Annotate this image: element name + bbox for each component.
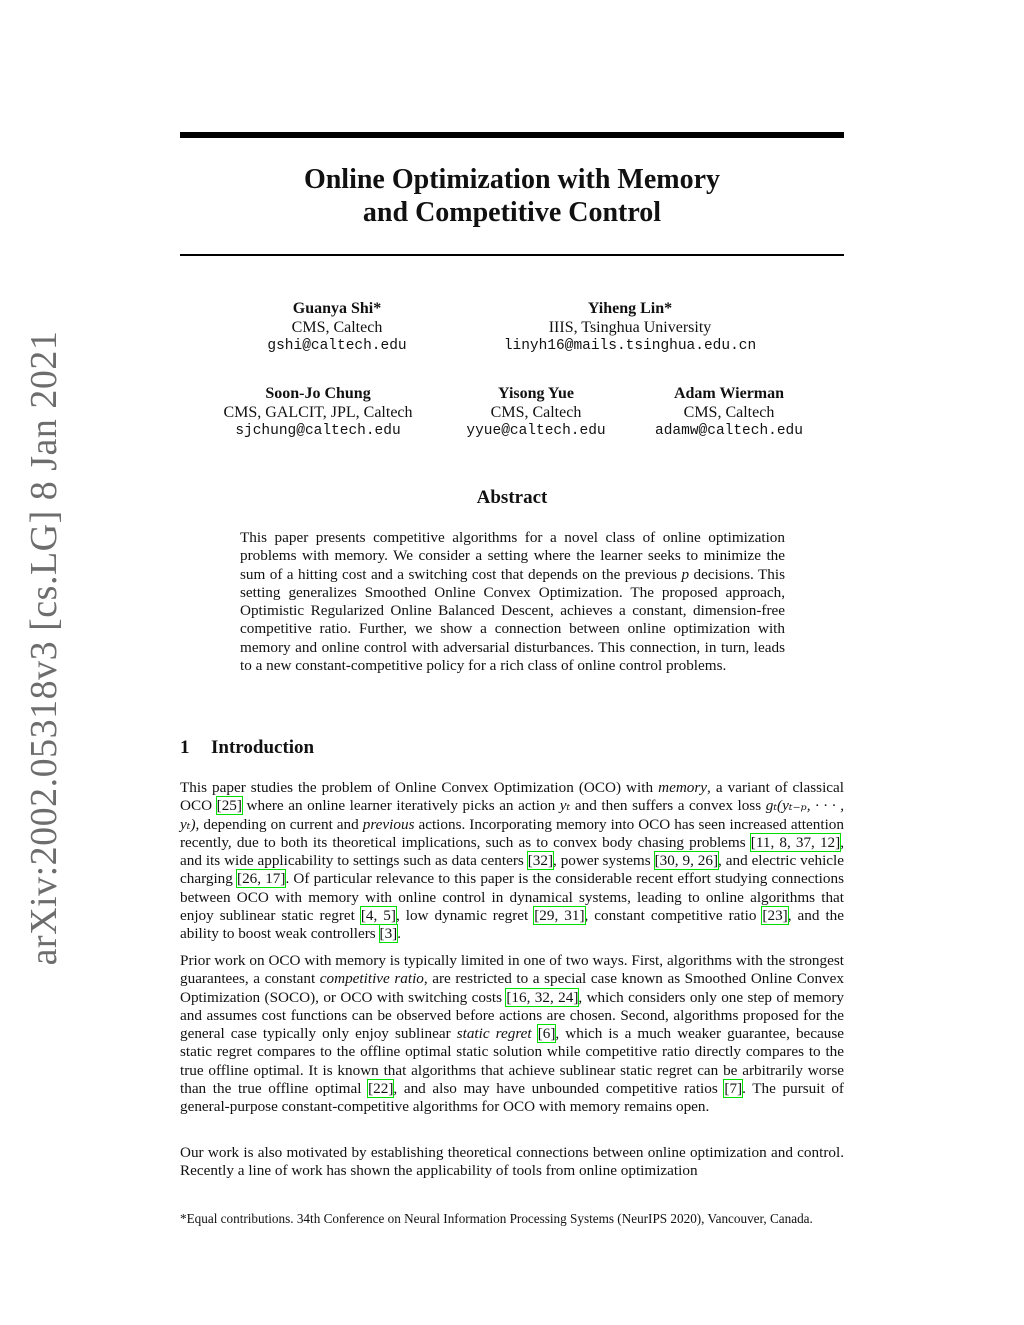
author-email[interactable]: linyh16@mails.tsinghua.edu.cn [503, 338, 757, 354]
citation-link[interactable]: [23] [762, 907, 788, 925]
intro-paragraph-2: Prior work on OCO with memory is typically limited in one of two ways. First, algorithms with the strongest guarantees, a constant competitive ratio, are restricted to a special case known as Smoothed Online Convex Optimization (SOCO), or OCO with switching costs [16, 32, 24], which considers only one step of memory and assumes cost functions can be observed before actions are chosen. Second, algorithms proposed for the general case typically only enjoy sublinear static regret [6], which is a much weaker guarantee, because static regret compares to the offline optimal static solution while competitive ratio directly compares to the true offline optimal. It is known that algorithms that achieve sublinear static regret can be arbitrarily worse than the true offline optimal [22], and also may have unbounded competitive ratios [7]. The pursuit of general-purpose constant-competitive algorithms for OCO with memory remains open. [180, 952, 845, 1116]
author-affiliation: CMS, Caltech [490, 403, 582, 421]
citation-link[interactable]: [22] [368, 1080, 394, 1098]
citation-link[interactable]: [26, 17] [237, 870, 286, 888]
author-affiliation: IIIS, Tsinghua University [548, 318, 712, 336]
citation-link[interactable]: [16, 32, 24] [506, 988, 579, 1006]
abstract-text [240, 529, 785, 675]
arxiv-id-text: arXiv:2002.05318v3 [cs.LG] 8 Jan 2021 [23, 330, 65, 966]
citation-link[interactable]: [30, 9, 26] [654, 852, 719, 870]
math-inline: yₜ [559, 797, 571, 815]
intro-paragraph-3: Our work is also motivated by establishing theoretical connections between online optimization and control. Recently a line of work has shown the applicability of tools from online optimization [180, 1144, 844, 1180]
citation-link[interactable]: [32] [527, 852, 554, 870]
author-block-lin [504, 300, 756, 356]
abstract-heading: Abstract [476, 487, 548, 508]
citation-link[interactable]: [29, 31] [534, 907, 585, 925]
author-email[interactable]: yyue@caltech.edu [466, 423, 606, 439]
citation-link[interactable]: [7] [724, 1080, 743, 1098]
emphasis: competitive ratio [319, 970, 424, 988]
author-name: Yiheng Lin* [587, 300, 673, 317]
citation-link[interactable]: [6] [537, 1025, 556, 1043]
intro-paragraph-1: This paper studies the problem of Online Convex Optimization (OCO) with memory, a variant of classical OCO [25] where an online learner iteratively picks an action yₜ and then suffers a convex loss gₜ(yₜ₋ₚ, · · · , yₜ), depending on current and previous actions. Incorporating memory into OCO has seen increased attention recently, due to both its theoretical implications, such as to convex body chasing problems [11, 8, 37, 12], and its wide applicability to settings such as data centers [32], power systems [30, 9, 26], and electric vehicle charging [26, 17]. Of particular relevance to this paper is the considerable recent effort studying connections between OCO with memory with online control in dynamical systems, leading to online algorithms that enjoy sublinear static regret [4, 5], low dynamic regret [29, 31], constant competitive ratio [23], and the ability to boost weak controllers [3]. [180, 779, 845, 943]
emphasis: static regret [456, 1025, 532, 1043]
author-affiliation: CMS, Caltech [291, 318, 383, 336]
title-bottom-rule [180, 254, 844, 256]
citation-link[interactable]: [11, 8, 37, 12] [750, 833, 841, 851]
emphasis: memory [658, 779, 708, 796]
math-symbol: p [681, 565, 690, 583]
footnote: *Equal contributions. 34th Conference on Neural Information Processing Systems (NeurIPS 2020), Vancouver, Canada. [180, 1211, 813, 1226]
author-block-wierman [655, 385, 803, 441]
author-name: Soon-Jo Chung [265, 385, 371, 402]
citation-link[interactable]: [4, 5] [360, 907, 396, 925]
abstract-text-part: This paper presents competitive algorithms for a novel class of online optimization problems with memory. We consider a setting where the learner seeks to minimize the sum of a hitting cost and a switching cost that depends on the previous [240, 529, 785, 583]
author-block-chung [223, 385, 412, 441]
title-top-rule [180, 132, 844, 138]
section-heading-introduction [180, 737, 314, 759]
emphasis: previous [362, 815, 415, 833]
author-email[interactable]: adamw@caltech.edu [655, 423, 803, 439]
author-affiliation: CMS, GALCIT, JPL, Caltech [223, 403, 413, 421]
author-block-yue [466, 385, 605, 441]
section-title: Introduction [211, 737, 315, 758]
author-name: Adam Wierman [673, 385, 785, 402]
title-line-2: and Competitive Control [362, 197, 662, 228]
author-email[interactable]: gshi@caltech.edu [267, 338, 407, 354]
author-name: Yisong Yue [497, 385, 575, 402]
abstract-text-part: decisions. This setting generalizes Smoothed Online Convex Optimization. The proposed approach, Optimistic Regularized Online Balanced Descent, achieves a constant, dimension-free competitive ratio. Further, we show a connection between online optimization with memory and online control with adversarial disturbances. This connection, in turn, leads to a new constant-competitive policy for a rich class of online control problems. [240, 565, 785, 675]
title-line-1: Online Optimization with Memory [303, 164, 721, 195]
paper-title [180, 163, 844, 229]
math-inline: gₜ(yₜ₋ₚ, · · · , yₜ) [180, 797, 844, 833]
author-name: Guanya Shi* [292, 300, 382, 317]
section-number: 1 [180, 737, 190, 758]
author-block-shi [267, 300, 406, 356]
author-affiliation: CMS, Caltech [683, 403, 775, 421]
citation-link[interactable]: [3] [379, 925, 398, 943]
citation-link[interactable]: [25] [216, 797, 242, 815]
author-email[interactable]: sjchung@caltech.edu [235, 423, 401, 439]
